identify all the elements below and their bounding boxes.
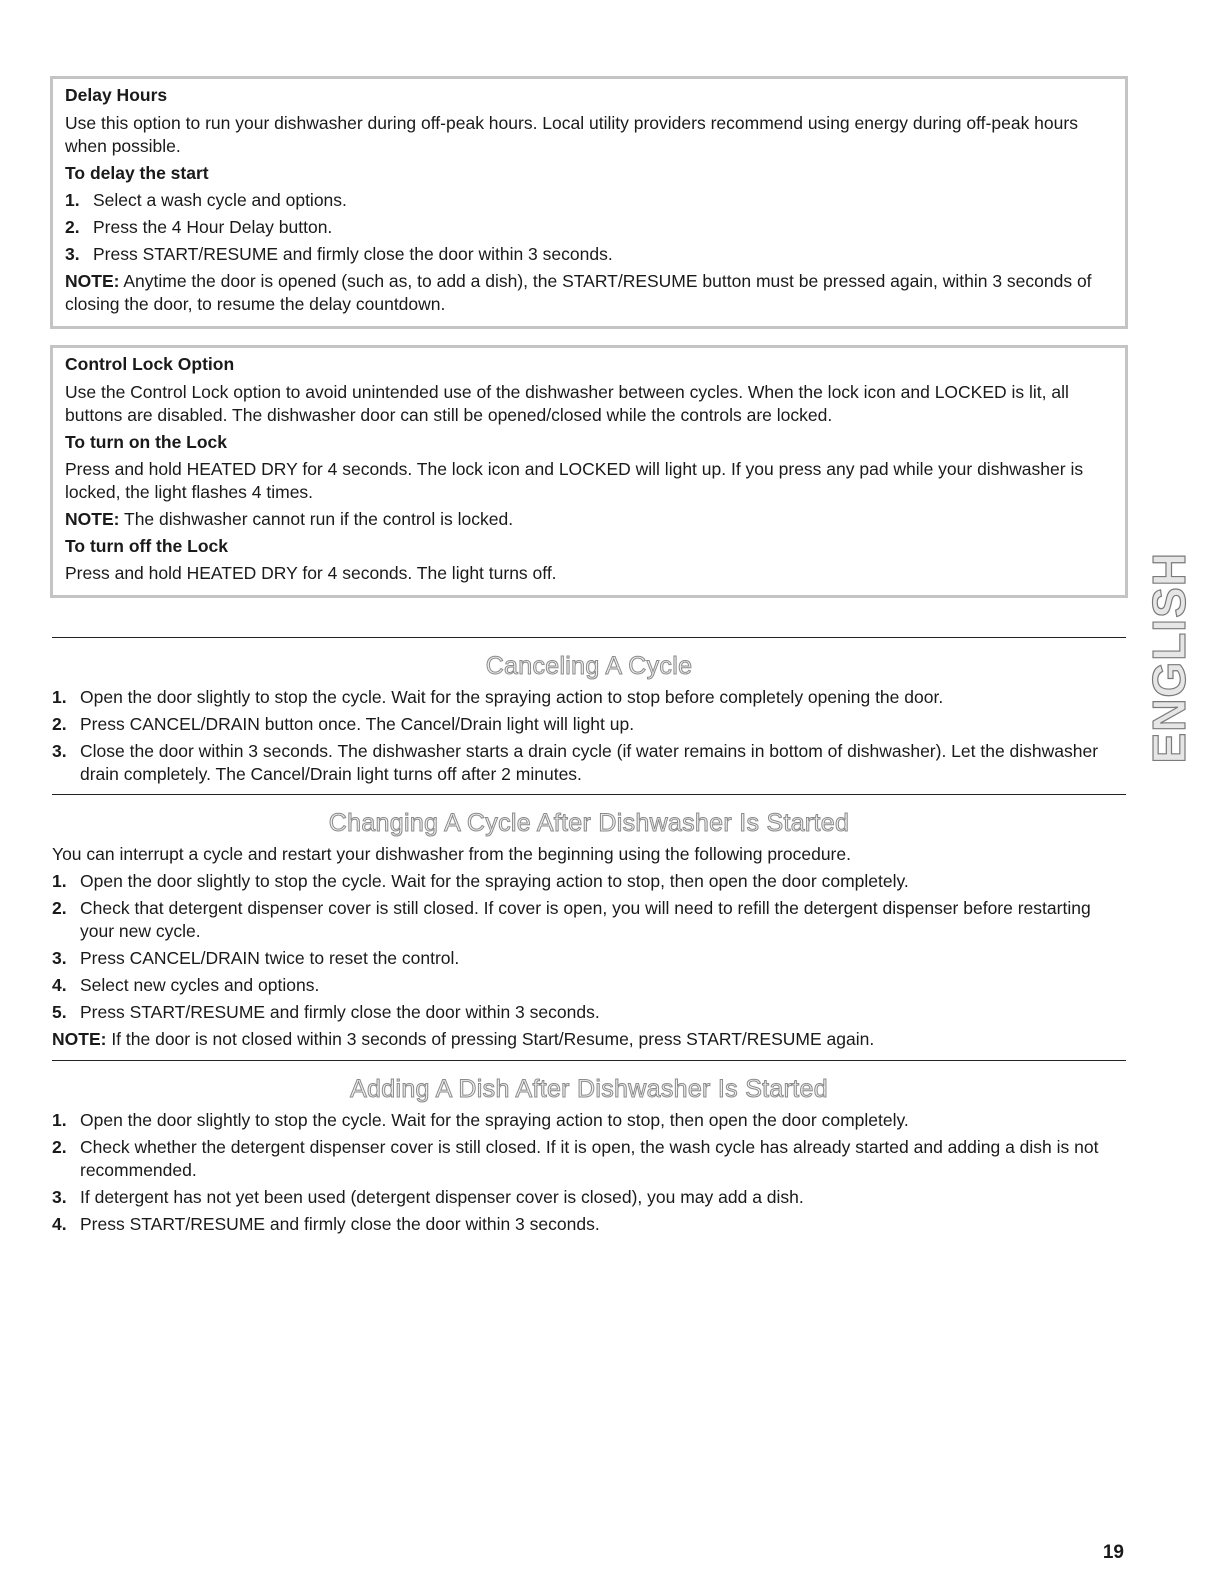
control-lock-title: Control Lock Option: [65, 354, 235, 374]
list-item: 5. Press START/RESUME and firmly close the door within 3 seconds.: [52, 1002, 600, 1022]
control-lock-intro: Use the Control Lock option to avoid unintended use of the dishwasher between cycles. When the lock icon and LOCKED is lit, all buttons are disabled. The dishwasher door can still be opened/closed while the controls are locked.: [65, 382, 1069, 425]
section-divider: [52, 637, 1126, 638]
list-item: 3. Press CANCEL/DRAIN twice to reset the control.: [52, 948, 460, 968]
delay-note: NOTE: Anytime the door is opened (such as, to add a dish), the START/RESUME button must be pressed again, within 3 seconds of closing the door, to resume the delay countdown.: [65, 271, 1092, 314]
list-item: 4. Press START/RESUME and firmly close the door within 3 seconds.: [52, 1214, 600, 1234]
changing-steps-list: [52, 870, 1126, 1024]
changing-note: NOTE: If the door is not closed within 3 seconds of pressing Start/Resume, press START/RESUME again.: [52, 1029, 875, 1049]
list-item: 1. Select a wash cycle and options.: [65, 190, 347, 210]
list-item: 1. Open the door slightly to stop the cycle. Wait for the spraying action to stop, then open the door completely.: [52, 1110, 909, 1130]
list-item: 2. Press CANCEL/DRAIN button once. The Cancel/Drain light will light up.: [52, 714, 635, 734]
list-item: 1. Open the door slightly to stop the cycle. Wait for the spraying action to stop, then open the door completely.: [52, 871, 909, 891]
lock-off-text: Press and hold HEATED DRY for 4 seconds. The light turns off.: [65, 563, 557, 583]
changing-section: [52, 794, 1126, 1055]
list-item: 4. Select new cycles and options.: [52, 975, 320, 995]
delay-hours-intro: Use this option to run your dishwasher during off-peak hours. Local utility providers recommend using energy during off-peak hours when possible.: [65, 113, 1078, 156]
lock-note: NOTE: The dishwasher cannot run if the control is locked.: [65, 509, 514, 529]
list-item: 3. Close the door within 3 seconds. The dishwasher starts a drain cycle (if water remains in bottom of dishwasher). Let the dishwasher drain completely. The Cancel/Drain light turns off after 2 minutes.: [52, 741, 1099, 784]
lock-on-text: Press and hold HEATED DRY for 4 seconds. The lock icon and LOCKED will light up. If you press any pad while your dishwasher is locked, the light flashes 4 times.: [65, 459, 1084, 502]
adding-steps-list: [52, 1109, 1126, 1236]
canceling-steps-list: [52, 686, 1126, 786]
canceling-section: [52, 637, 1126, 790]
language-tab: [1143, 552, 1195, 764]
delay-steps-list: [65, 189, 1113, 266]
lock-on-heading: To turn on the Lock: [65, 432, 228, 452]
list-item: 2. Check that detergent dispenser cover is still closed. If cover is open, you will need to refill the detergent dispenser before restarting your new cycle.: [52, 898, 1091, 941]
changing-title: Changing A Cycle After Dishwasher Is Started: [328, 809, 850, 837]
page-number: 19: [1102, 1542, 1124, 1563]
list-item: 2. Check whether the detergent dispenser cover is still closed. If it is open, the wash cycle has already started and adding a dish is not recommended.: [52, 1137, 1099, 1180]
section-divider: [52, 1060, 1126, 1061]
canceling-title: Canceling A Cycle: [485, 652, 693, 680]
list-item: 3. If detergent has not yet been used (detergent dispenser cover is closed), you may add a dish.: [52, 1187, 804, 1207]
language-tab-label: ENGLISH: [1143, 552, 1195, 764]
section-divider: [52, 794, 1126, 795]
list-item: 2. Press the 4 Hour Delay button.: [65, 217, 333, 237]
delay-start-heading: To delay the start: [65, 163, 209, 183]
delay-hours-box: [50, 76, 1128, 329]
delay-hours-title: Delay Hours: [65, 85, 168, 105]
lock-off-heading: To turn off the Lock: [65, 536, 228, 556]
control-lock-box: [50, 345, 1128, 598]
changing-intro: You can interrupt a cycle and restart your dishwasher from the beginning using the following procedure.: [52, 844, 851, 864]
list-item: 1. Open the door slightly to stop the cycle. Wait for the spraying action to stop before completely opening the door.: [52, 687, 944, 707]
adding-title: Adding A Dish After Dishwasher Is Started: [350, 1075, 828, 1103]
list-item: 3. Press START/RESUME and firmly close the door within 3 seconds.: [65, 244, 613, 264]
adding-section: [52, 1060, 1126, 1240]
